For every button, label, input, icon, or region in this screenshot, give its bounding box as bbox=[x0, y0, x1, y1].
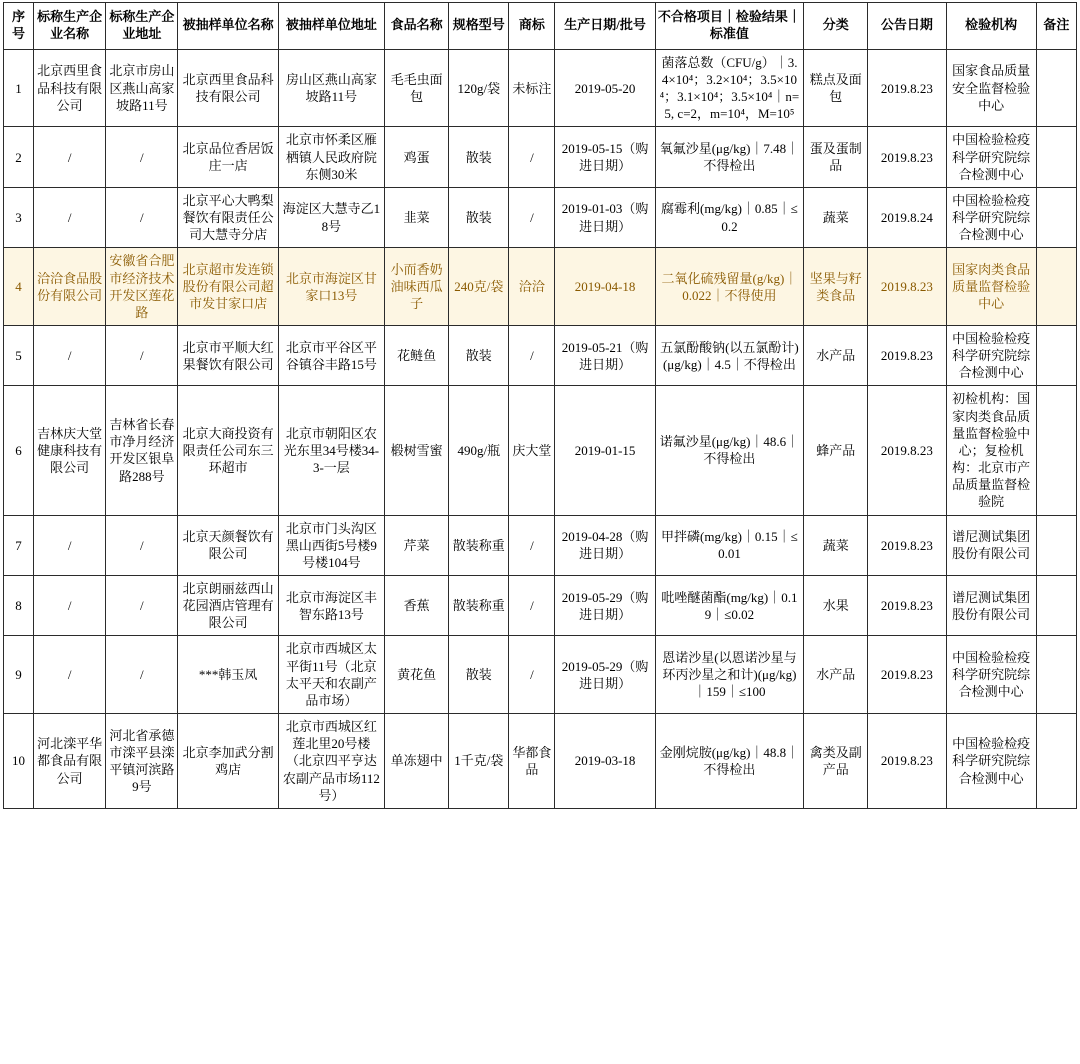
cell-inspection-agency: 国家食品质量安全监督检验中心 bbox=[946, 49, 1036, 127]
cell-category: 水果 bbox=[804, 576, 868, 636]
table-row bbox=[4, 49, 1077, 127]
cell-inspection-agency: 中国检验检疫科学研究院综合检测中心 bbox=[946, 325, 1036, 385]
cell-sampled-unit-address: 北京市怀柔区雁栖镇人民政府院东侧30米 bbox=[278, 127, 384, 187]
cell-production-date: 2019-03-18 bbox=[555, 714, 655, 809]
cell-spec-model: 1千克/袋 bbox=[449, 714, 509, 809]
cell-producer-address: 安徽省合肥市经济技术开发区莲花路 bbox=[106, 248, 178, 326]
cell-trademark: 洽洽 bbox=[509, 248, 555, 326]
cell-remarks bbox=[1036, 515, 1076, 575]
cell-index: 4 bbox=[4, 248, 34, 326]
cell-index: 9 bbox=[4, 636, 34, 714]
cell-announcement-date: 2019.8.24 bbox=[868, 187, 946, 247]
cell-producer-name: 北京西里食品科技有限公司 bbox=[34, 49, 106, 127]
table-row bbox=[4, 515, 1077, 575]
cell-production-date: 2019-05-15（购进日期） bbox=[555, 127, 655, 187]
cell-spec-model: 散装 bbox=[449, 127, 509, 187]
cell-remarks bbox=[1036, 325, 1076, 385]
cell-index: 1 bbox=[4, 49, 34, 127]
cell-production-date: 2019-05-29（购进日期） bbox=[555, 576, 655, 636]
cell-index: 5 bbox=[4, 325, 34, 385]
cell-sampled-unit-name: ***韩玉凤 bbox=[178, 636, 278, 714]
food-inspection-table bbox=[3, 2, 1077, 809]
cell-producer-name: 吉林庆大堂健康科技有限公司 bbox=[34, 386, 106, 515]
cell-failed-item: 腐霉利(mg/kg)｜0.85｜≤0.2 bbox=[655, 187, 803, 247]
cell-production-date: 2019-01-03（购进日期） bbox=[555, 187, 655, 247]
cell-category: 蜂产品 bbox=[804, 386, 868, 515]
table-row-highlighted bbox=[4, 248, 1077, 326]
cell-producer-name: / bbox=[34, 636, 106, 714]
cell-category: 糕点及面包 bbox=[804, 49, 868, 127]
cell-inspection-agency: 谱尼测试集团股份有限公司 bbox=[946, 576, 1036, 636]
cell-failed-item: 五氯酚酸钠(以五氯酚计)(μg/kg)｜4.5｜不得检出 bbox=[655, 325, 803, 385]
cell-food-name: 单冻翅中 bbox=[385, 714, 449, 809]
cell-sampled-unit-address: 北京市平谷区平谷镇谷丰路15号 bbox=[278, 325, 384, 385]
cell-sampled-unit-name: 北京大商投资有限责任公司东三环超市 bbox=[178, 386, 278, 515]
cell-sampled-unit-address: 北京市海淀区丰智东路13号 bbox=[278, 576, 384, 636]
cell-failed-item: 甲拌磷(mg/kg)｜0.15｜≤0.01 bbox=[655, 515, 803, 575]
cell-announcement-date: 2019.8.23 bbox=[868, 127, 946, 187]
cell-production-date: 2019-05-21（购进日期） bbox=[555, 325, 655, 385]
cell-trademark: / bbox=[509, 515, 555, 575]
cell-producer-address: / bbox=[106, 325, 178, 385]
cell-producer-name: / bbox=[34, 127, 106, 187]
cell-inspection-agency: 中国检验检疫科学研究院综合检测中心 bbox=[946, 187, 1036, 247]
cell-failed-item: 恩诺沙星(以恩诺沙星与环丙沙星之和计)(μg/kg)｜159｜≤100 bbox=[655, 636, 803, 714]
cell-category: 蛋及蛋制品 bbox=[804, 127, 868, 187]
column-header-category: 分类 bbox=[804, 3, 868, 50]
cell-inspection-agency: 中国检验检疫科学研究院综合检测中心 bbox=[946, 127, 1036, 187]
column-header-production-date: 生产日期/批号 bbox=[555, 3, 655, 50]
cell-producer-name: 河北滦平华都食品有限公司 bbox=[34, 714, 106, 809]
cell-announcement-date: 2019.8.23 bbox=[868, 576, 946, 636]
cell-sampled-unit-name: 北京品位香居饭庄一店 bbox=[178, 127, 278, 187]
cell-inspection-agency: 中国检验检疫科学研究院综合检测中心 bbox=[946, 714, 1036, 809]
cell-announcement-date: 2019.8.23 bbox=[868, 49, 946, 127]
column-header-sampled-unit-name: 被抽样单位名称 bbox=[178, 3, 278, 50]
cell-failed-item: 诺氟沙星(μg/kg)｜48.6｜不得检出 bbox=[655, 386, 803, 515]
cell-trademark: 庆大堂 bbox=[509, 386, 555, 515]
cell-remarks bbox=[1036, 714, 1076, 809]
column-header-index: 序号 bbox=[4, 3, 34, 50]
column-header-sampled-unit-address: 被抽样单位地址 bbox=[278, 3, 384, 50]
cell-food-name: 花鲢鱼 bbox=[385, 325, 449, 385]
cell-inspection-agency: 谱尼测试集团股份有限公司 bbox=[946, 515, 1036, 575]
cell-sampled-unit-name: 北京西里食品科技有限公司 bbox=[178, 49, 278, 127]
cell-producer-address: 吉林省长春市净月经济开发区银阜路288号 bbox=[106, 386, 178, 515]
cell-category: 水产品 bbox=[804, 636, 868, 714]
cell-trademark: 华都食品 bbox=[509, 714, 555, 809]
cell-producer-address: 北京市房山区燕山高家坡路11号 bbox=[106, 49, 178, 127]
cell-spec-model: 散装称重 bbox=[449, 576, 509, 636]
cell-index: 10 bbox=[4, 714, 34, 809]
cell-failed-item: 二氧化硫残留量(g/kg)｜0.022｜不得使用 bbox=[655, 248, 803, 326]
cell-food-name: 鸡蛋 bbox=[385, 127, 449, 187]
cell-spec-model: 240克/袋 bbox=[449, 248, 509, 326]
cell-sampled-unit-address: 北京市西城区红莲北里20号楼（北京四平亨达农副产品市场112号） bbox=[278, 714, 384, 809]
cell-category: 蔬菜 bbox=[804, 187, 868, 247]
cell-announcement-date: 2019.8.23 bbox=[868, 248, 946, 326]
cell-sampled-unit-name: 北京市平顺大红果餐饮有限公司 bbox=[178, 325, 278, 385]
cell-production-date: 2019-01-15 bbox=[555, 386, 655, 515]
cell-remarks bbox=[1036, 49, 1076, 127]
cell-producer-name: / bbox=[34, 325, 106, 385]
cell-inspection-agency: 中国检验检疫科学研究院综合检测中心 bbox=[946, 636, 1036, 714]
table-row bbox=[4, 127, 1077, 187]
table-row bbox=[4, 386, 1077, 515]
cell-sampled-unit-name: 北京超市发连锁股份有限公司超市发甘家口店 bbox=[178, 248, 278, 326]
cell-producer-address: / bbox=[106, 515, 178, 575]
cell-index: 6 bbox=[4, 386, 34, 515]
cell-producer-address: / bbox=[106, 127, 178, 187]
cell-spec-model: 490g/瓶 bbox=[449, 386, 509, 515]
cell-food-name: 韭菜 bbox=[385, 187, 449, 247]
column-header-trademark: 商标 bbox=[509, 3, 555, 50]
cell-failed-item: 金刚烷胺(μg/kg)｜48.8｜不得检出 bbox=[655, 714, 803, 809]
cell-announcement-date: 2019.8.23 bbox=[868, 386, 946, 515]
cell-index: 7 bbox=[4, 515, 34, 575]
cell-producer-name: / bbox=[34, 187, 106, 247]
cell-index: 2 bbox=[4, 127, 34, 187]
column-header-remarks: 备注 bbox=[1036, 3, 1076, 50]
cell-inspection-agency: 初检机构：国家肉类食品质量监督检验中心；复检机构：北京市产品质量监督检验院 bbox=[946, 386, 1036, 515]
cell-trademark: / bbox=[509, 127, 555, 187]
cell-category: 水产品 bbox=[804, 325, 868, 385]
cell-sampled-unit-name: 北京天颜餐饮有限公司 bbox=[178, 515, 278, 575]
cell-sampled-unit-name: 北京平心大鸭梨餐饮有限责任公司大慧寺分店 bbox=[178, 187, 278, 247]
cell-category: 禽类及副产品 bbox=[804, 714, 868, 809]
cell-announcement-date: 2019.8.23 bbox=[868, 636, 946, 714]
cell-spec-model: 散装 bbox=[449, 325, 509, 385]
cell-sampled-unit-address: 海淀区大慧寺乙18号 bbox=[278, 187, 384, 247]
table-body bbox=[4, 49, 1077, 808]
cell-production-date: 2019-05-29（购进日期） bbox=[555, 636, 655, 714]
cell-trademark: / bbox=[509, 576, 555, 636]
cell-production-date: 2019-05-20 bbox=[555, 49, 655, 127]
cell-index: 8 bbox=[4, 576, 34, 636]
cell-sampled-unit-address: 北京市朝阳区农光东里34号楼34-3-一层 bbox=[278, 386, 384, 515]
cell-sampled-unit-address: 房山区燕山高家坡路11号 bbox=[278, 49, 384, 127]
cell-sampled-unit-name: 北京李加武分割鸡店 bbox=[178, 714, 278, 809]
column-header-spec-model: 规格型号 bbox=[449, 3, 509, 50]
cell-sampled-unit-address: 北京市海淀区甘家口13号 bbox=[278, 248, 384, 326]
cell-food-name: 椴树雪蜜 bbox=[385, 386, 449, 515]
cell-index: 3 bbox=[4, 187, 34, 247]
cell-failed-item: 吡唑醚菌酯(mg/kg)｜0.19｜≤0.02 bbox=[655, 576, 803, 636]
column-header-inspection-agency: 检验机构 bbox=[946, 3, 1036, 50]
cell-inspection-agency: 国家肉类食品质量监督检验中心 bbox=[946, 248, 1036, 326]
header-row bbox=[4, 3, 1077, 50]
cell-food-name: 毛毛虫面包 bbox=[385, 49, 449, 127]
cell-category: 蔬菜 bbox=[804, 515, 868, 575]
column-header-food-name: 食品名称 bbox=[385, 3, 449, 50]
table-row bbox=[4, 325, 1077, 385]
cell-trademark: / bbox=[509, 187, 555, 247]
cell-trademark: 未标注 bbox=[509, 49, 555, 127]
cell-failed-item: 氧氟沙星(μg/kg)｜7.48｜不得检出 bbox=[655, 127, 803, 187]
table-row bbox=[4, 636, 1077, 714]
cell-remarks bbox=[1036, 636, 1076, 714]
cell-remarks bbox=[1036, 248, 1076, 326]
cell-remarks bbox=[1036, 187, 1076, 247]
cell-producer-address: 河北省承德市滦平县滦平镇河滨路9号 bbox=[106, 714, 178, 809]
cell-remarks bbox=[1036, 576, 1076, 636]
cell-producer-name: / bbox=[34, 515, 106, 575]
cell-announcement-date: 2019.8.23 bbox=[868, 714, 946, 809]
cell-spec-model: 120g/袋 bbox=[449, 49, 509, 127]
cell-trademark: / bbox=[509, 636, 555, 714]
cell-sampled-unit-name: 北京朗丽兹西山花园酒店管理有限公司 bbox=[178, 576, 278, 636]
table-row bbox=[4, 576, 1077, 636]
column-header-failed-item: 不合格项目｜检验结果｜标准值 bbox=[655, 3, 803, 50]
cell-production-date: 2019-04-28（购进日期） bbox=[555, 515, 655, 575]
column-header-announcement-date: 公告日期 bbox=[868, 3, 946, 50]
cell-producer-name: / bbox=[34, 576, 106, 636]
cell-category: 坚果与籽类食品 bbox=[804, 248, 868, 326]
table-header bbox=[4, 3, 1077, 50]
cell-announcement-date: 2019.8.23 bbox=[868, 515, 946, 575]
cell-trademark: / bbox=[509, 325, 555, 385]
cell-remarks bbox=[1036, 386, 1076, 515]
cell-remarks bbox=[1036, 127, 1076, 187]
column-header-producer-address: 标称生产企业地址 bbox=[106, 3, 178, 50]
cell-producer-address: / bbox=[106, 187, 178, 247]
table-row bbox=[4, 187, 1077, 247]
cell-food-name: 香蕉 bbox=[385, 576, 449, 636]
cell-production-date: 2019-04-18 bbox=[555, 248, 655, 326]
cell-spec-model: 散装 bbox=[449, 187, 509, 247]
cell-food-name: 芹菜 bbox=[385, 515, 449, 575]
cell-spec-model: 散装称重 bbox=[449, 515, 509, 575]
cell-food-name: 小而香奶油味西瓜子 bbox=[385, 248, 449, 326]
cell-producer-address: / bbox=[106, 576, 178, 636]
cell-food-name: 黄花鱼 bbox=[385, 636, 449, 714]
cell-producer-name: 洽洽食品股份有限公司 bbox=[34, 248, 106, 326]
column-header-producer-name: 标称生产企业名称 bbox=[34, 3, 106, 50]
cell-producer-address: / bbox=[106, 636, 178, 714]
cell-sampled-unit-address: 北京市西城区太平街11号（北京太平天和农副产品市场） bbox=[278, 636, 384, 714]
cell-failed-item: 菌落总数（CFU/g）｜3.4×10⁴；3.2×10⁴；3.5×10⁴；3.1×10⁴；3.5×10⁴｜n=5, c=2，m=10⁴，M=10⁵ bbox=[655, 49, 803, 127]
cell-sampled-unit-address: 北京市门头沟区黑山西街5号楼9号楼104号 bbox=[278, 515, 384, 575]
cell-announcement-date: 2019.8.23 bbox=[868, 325, 946, 385]
cell-spec-model: 散装 bbox=[449, 636, 509, 714]
table-row bbox=[4, 714, 1077, 809]
